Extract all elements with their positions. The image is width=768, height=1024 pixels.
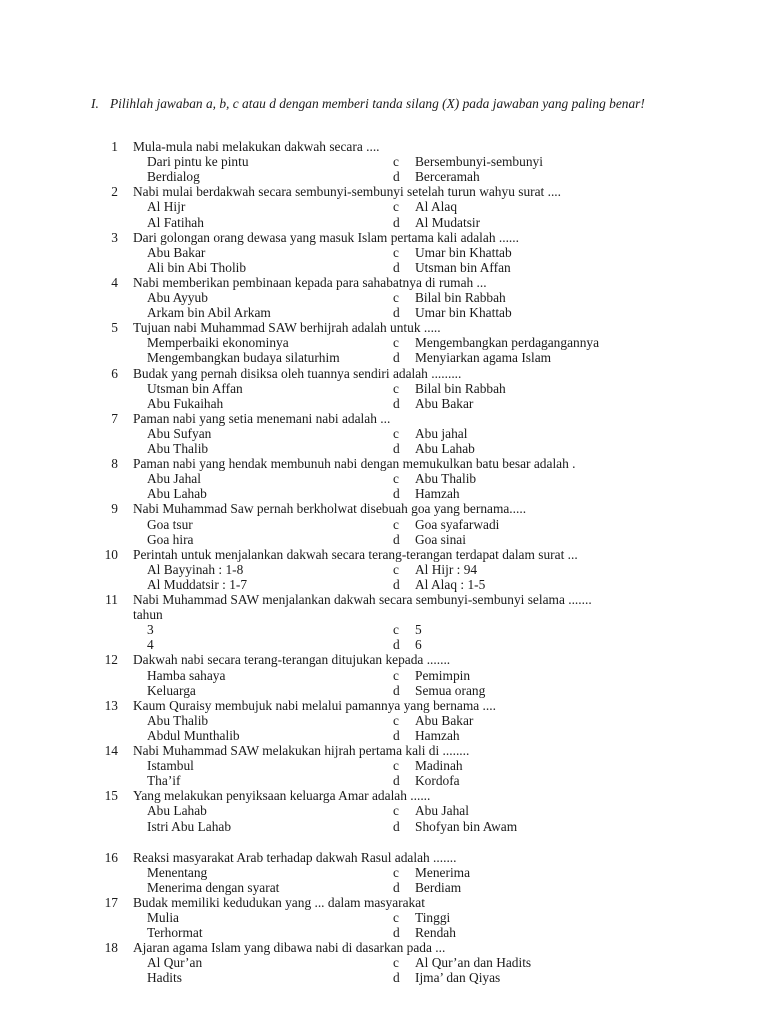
option-letter-d: d — [393, 259, 400, 275]
question-number: 14 — [104, 743, 118, 758]
question-text: Nabi mulai berdakwah secara sembunyi-sembunyi setelah turun wahyu surat .... — [133, 184, 562, 200]
option-letter-c: c — [393, 471, 399, 487]
option-letter-c: c — [393, 910, 399, 925]
question-number: 3 — [111, 229, 118, 245]
option-letter-d: d — [393, 818, 400, 834]
option-letter-d: d — [393, 531, 400, 547]
question-number: 5 — [111, 320, 118, 336]
option-b[interactable]: Tha’if — [147, 773, 181, 789]
option-a[interactable]: Abu Thalib — [147, 712, 209, 728]
question-number: 12 — [104, 652, 118, 668]
question-text: Budak memiliki kedudukan yang ... dalam masyarakat — [133, 894, 425, 910]
option-c[interactable]: Abu jahal — [415, 425, 468, 441]
question-text: Reaksi masyarakat Arab terhadap dakwah Rasul adalah ....... — [133, 849, 457, 865]
question-number: 13 — [104, 697, 118, 713]
option-letter-d: d — [393, 169, 400, 185]
option-a[interactable]: 3 — [147, 622, 154, 638]
option-b[interactable]: Abdul Munthalib — [147, 727, 240, 743]
option-b[interactable]: Istri Abu Lahab — [147, 818, 232, 834]
option-d[interactable]: Hamzah — [415, 727, 460, 743]
option-c[interactable]: Umar bin Khattab — [415, 244, 512, 260]
option-a[interactable]: Al Qur’an — [147, 955, 203, 971]
question-number: 17 — [104, 894, 118, 910]
question-number: 16 — [104, 849, 118, 865]
option-b[interactable]: Al Muddatsir : 1-7 — [147, 576, 248, 592]
option-letter-d: d — [393, 350, 400, 366]
instruction-text: Pilihlah jawaban a, b, c atau d dengan memberi tanda silang (X) pada jawaban yang paling benar! — [110, 96, 645, 111]
option-a[interactable]: Al Hijr — [147, 199, 186, 215]
option-d[interactable]: Al Alaq : 1-5 — [415, 576, 486, 592]
option-c[interactable]: Bilal bin Rabbah — [415, 380, 506, 396]
option-letter-d: d — [393, 773, 400, 789]
option-a[interactable]: Mulia — [147, 910, 179, 925]
option-letter-c: c — [393, 955, 399, 971]
option-d[interactable]: Berdiam — [415, 879, 462, 895]
option-letter-c: c — [393, 758, 399, 774]
option-letter-d: d — [393, 682, 400, 698]
option-a[interactable]: Utsman bin Affan — [147, 380, 243, 396]
option-d[interactable]: Goa sinai — [415, 531, 466, 547]
question-number: 7 — [111, 410, 118, 426]
question-number: 11 — [105, 592, 118, 607]
option-c[interactable]: Menerima — [415, 864, 471, 880]
option-d[interactable]: Shofyan bin Awam — [415, 818, 518, 834]
question-text: Paman nabi yang setia menemani nabi adalah ... — [133, 410, 391, 426]
option-d[interactable]: Semua orang — [415, 682, 486, 698]
option-letter-d: d — [393, 214, 400, 230]
option-b[interactable]: Hadits — [147, 970, 182, 986]
option-d[interactable]: Ijma’ dan Qiyas — [415, 970, 501, 986]
option-letter-c: c — [393, 154, 399, 170]
question-number: 8 — [111, 456, 118, 472]
question-number: 15 — [104, 788, 118, 804]
option-d[interactable]: Utsman bin Affan — [415, 259, 511, 275]
option-d[interactable]: 6 — [415, 637, 422, 653]
option-letter-c: c — [393, 803, 399, 819]
option-c[interactable]: Mengembangkan perdagangannya — [415, 335, 600, 351]
option-letter-c: c — [393, 622, 399, 638]
option-b[interactable]: Menerima dengan syarat — [147, 879, 280, 895]
question-number: 9 — [111, 501, 118, 517]
option-a[interactable]: Abu Sufyan — [147, 425, 212, 441]
question-text: Nabi Muhammad Saw pernah berkholwat disebuah goa yang bernama..... — [133, 501, 527, 517]
option-letter-c: c — [393, 712, 399, 728]
option-c[interactable]: Abu Thalib — [415, 471, 477, 487]
option-letter-c: c — [393, 561, 399, 577]
option-letter-d: d — [393, 441, 400, 456]
option-b[interactable]: Mengembangkan budaya silaturhim — [147, 350, 340, 366]
question-text: Dakwah nabi secara terang-terangan ditujukan kepada ....... — [133, 652, 451, 668]
option-c[interactable]: Abu Bakar — [415, 712, 474, 728]
question-text: Mula-mula nabi melakukan dakwah secara .... — [133, 139, 380, 154]
option-d[interactable]: Menyiarkan agama Islam — [415, 350, 552, 366]
question-text: Nabi Muhammad SAW melakukan hijrah pertama kali di ........ — [133, 743, 470, 758]
option-letter-c: c — [393, 864, 399, 880]
option-letter-c: c — [393, 425, 399, 441]
option-letter-d: d — [393, 925, 400, 941]
option-letter-d: d — [393, 395, 400, 411]
question-number: 4 — [111, 274, 118, 290]
option-b[interactable]: Abu Lahab — [147, 486, 207, 502]
question-text: Kaum Quraisy membujuk nabi melalui pamannya yang bernama .... — [133, 697, 496, 713]
option-a[interactable]: Dari pintu ke pintu — [147, 154, 249, 170]
option-d[interactable]: Hamzah — [415, 486, 460, 502]
option-letter-c: c — [393, 244, 399, 260]
question-number: 1 — [111, 139, 118, 154]
option-b[interactable]: Ali bin Abi Tholib — [147, 259, 247, 275]
option-a[interactable]: Memperbaiki ekonominya — [147, 335, 289, 351]
option-letter-d: d — [393, 637, 400, 653]
question-text-continued: tahun — [133, 607, 163, 623]
option-c[interactable]: Tinggi — [415, 910, 451, 925]
option-d[interactable]: Rendah — [415, 925, 456, 941]
question-text: Ajaran agama Islam yang dibawa nabi di dasarkan pada ... — [133, 940, 446, 956]
question-number: 18 — [104, 940, 118, 956]
option-c[interactable]: Al Hijr : 94 — [415, 561, 478, 577]
option-letter-d: d — [393, 970, 400, 986]
question-text: Dari golongan orang dewasa yang masuk Islam pertama kali adalah ...... — [133, 229, 519, 245]
option-b[interactable]: Al Fatihah — [147, 214, 204, 230]
option-a[interactable]: Abu Lahab — [147, 803, 207, 819]
option-d[interactable]: Al Mudatsir — [415, 214, 481, 230]
option-b[interactable]: Goa hira — [147, 531, 194, 547]
option-letter-c: c — [393, 380, 399, 396]
option-b[interactable]: 4 — [147, 637, 154, 653]
section-number: I. — [91, 96, 99, 111]
option-a[interactable]: Istambul — [147, 758, 194, 774]
option-b[interactable]: Abu Thalib — [147, 441, 209, 456]
option-c[interactable]: Abu Jahal — [415, 803, 469, 819]
option-d[interactable]: Umar bin Khattab — [415, 305, 512, 321]
option-c[interactable]: 5 — [415, 622, 422, 638]
question-text: Paman nabi yang hendak membunuh nabi dengan memukulkan batu besar adalah . — [133, 456, 576, 472]
option-letter-d: d — [393, 305, 400, 321]
option-b[interactable]: Arkam bin Abil Arkam — [147, 305, 271, 321]
option-letter-c: c — [393, 290, 399, 305]
question-number: 10 — [104, 546, 118, 562]
option-a[interactable]: Abu Ayyub — [147, 290, 208, 305]
option-c[interactable]: Madinah — [415, 758, 463, 774]
option-d[interactable]: Kordofa — [415, 773, 460, 789]
option-b[interactable]: Terhormat — [147, 925, 203, 941]
option-c[interactable]: Al Qur’an dan Hadits — [415, 955, 532, 971]
option-letter-d: d — [393, 879, 400, 895]
question-number: 6 — [111, 365, 118, 381]
option-a[interactable]: Goa tsur — [147, 516, 193, 532]
option-c[interactable]: Goa syafarwadi — [415, 516, 500, 532]
option-b[interactable]: Berdialog — [147, 169, 200, 185]
question-text: Nabi Muhammad SAW menjalankan dakwah secara sembunyi-sembunyi selama ....... — [133, 592, 592, 607]
question-text: Nabi memberikan pembinaan kepada para sahabatnya di rumah ... — [133, 274, 487, 290]
question-text: Tujuan nabi Muhammad SAW berhijrah adalah untuk ..... — [133, 320, 441, 336]
option-letter-c: c — [393, 516, 399, 532]
option-a[interactable]: Al Bayyinah : 1-8 — [147, 561, 244, 577]
option-letter-c: c — [393, 335, 399, 351]
option-b[interactable]: Abu Fukaihah — [147, 395, 224, 411]
option-d[interactable]: Berceramah — [415, 169, 480, 185]
question-text: Yang melakukan penyiksaan keluarga Amar adalah ...... — [133, 788, 431, 804]
option-a[interactable]: Menentang — [147, 864, 208, 880]
option-a[interactable]: Abu Jahal — [147, 471, 201, 487]
option-letter-d: d — [393, 727, 400, 743]
option-a[interactable]: Abu Bakar — [147, 244, 206, 260]
option-letter-d: d — [393, 486, 400, 502]
question-number: 2 — [111, 184, 118, 200]
option-c[interactable]: Bersembunyi-sembunyi — [415, 154, 543, 170]
option-letter-d: d — [393, 576, 400, 592]
option-letter-c: c — [393, 199, 399, 215]
question-text: Perintah untuk menjalankan dakwah secara terang-terangan terdapat dalam surat ... — [133, 546, 578, 562]
option-letter-c: c — [393, 667, 399, 683]
option-c[interactable]: Bilal bin Rabbah — [415, 290, 506, 305]
question-text: Budak yang pernah disiksa oleh tuannya sendiri adalah ......... — [133, 365, 462, 381]
option-c[interactable]: Al Alaq — [415, 199, 458, 215]
option-a[interactable]: Hamba sahaya — [147, 667, 226, 683]
option-d[interactable]: Abu Lahab — [415, 441, 475, 456]
option-c[interactable]: Pemimpin — [415, 667, 471, 683]
option-d[interactable]: Abu Bakar — [415, 395, 474, 411]
option-b[interactable]: Keluarga — [147, 682, 196, 698]
